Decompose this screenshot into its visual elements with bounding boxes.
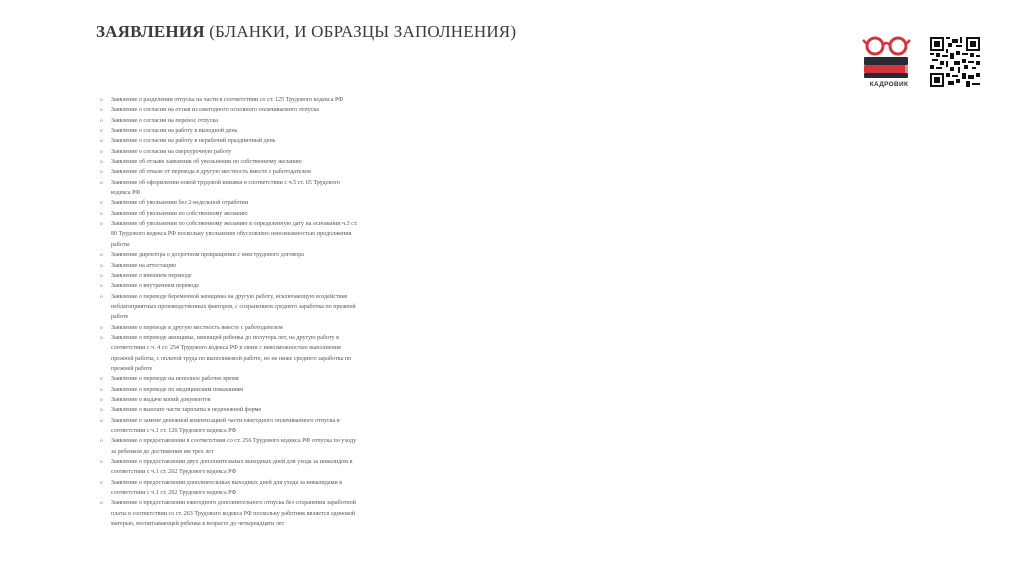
list-item: o Заявление об отказе от перевода в другую местность вместе с работодателем bbox=[100, 167, 360, 177]
list-item: o Заявление о выдаче копий документов bbox=[100, 395, 360, 405]
list-item: o Заявление о разделении отпуска на части в соответствии со ст. 125 Трудового кодекса РФ bbox=[100, 95, 360, 105]
list-item: o Заявление о согласии на отзыв из ежегодного основного оплачиваемого отпуска bbox=[100, 105, 360, 115]
list-item: o Заявление о переводе женщины, имеющей ребенка до полутора лет, на другую работу в соответствии с ч. 4 ст. 254 Трудового кодекса РФ в связи с невозможностью выполнения прежней работы, с оплатой труда по выполняемой работе, но не ниже среднего заработка по прежней работе bbox=[100, 333, 360, 374]
list-item: o Заявление об увольнении без 2-недельной отработки bbox=[100, 198, 360, 208]
list-item: o Заявление о переводе на неполное рабочее время bbox=[100, 374, 360, 384]
list-item: o Заявление об отзыве заявления об увольнении по собственному желанию bbox=[100, 157, 360, 167]
list-item: o Заявление об оформлении новой трудовой книжки в соответствии с ч.5 ст. 65 Трудового кодекса РФ bbox=[100, 178, 360, 199]
list-item: o Заявление на аттестацию bbox=[100, 261, 360, 271]
page-title bbox=[96, 22, 516, 42]
list-item: o Заявление о согласии на перенос отпуска bbox=[100, 116, 360, 126]
list-item: o Заявление о внешнем переводе bbox=[100, 271, 360, 281]
list-item: o Заявление о переводе в другую местность вместе с работодателем bbox=[100, 323, 360, 333]
list-item: o Заявление о переводе беременной женщины на другую работу, исключающую воздействие неблагоприятных производственных факторов, с сохранением среднего заработка по прежней работе bbox=[100, 292, 360, 323]
list-item: o Заявление об увольнении по собственному желанию в определенную дату на основании ч.3 ст. 80 Трудового кодекса РФ поскольку увольнение обусловлено невозможностью продолжения работы bbox=[100, 219, 360, 250]
list-item: o Заявление о согласии на работу в нерабочий праздничный день bbox=[100, 136, 360, 146]
list-item: o Заявление о замене денежной компенсацией части ежегодного оплачиваемого отпуска в соответствии с ч.1 ст. 126 Трудового кодекса РФ bbox=[100, 416, 360, 437]
title-rest: (БЛАНКИ, И ОБРАЗЦЫ ЗАПОЛНЕНИЯ) bbox=[204, 22, 517, 41]
logo-caption: КАДРОВИК bbox=[869, 81, 909, 88]
title-bold: ЗАЯВЛЕНИЯ bbox=[96, 22, 205, 41]
list-item: o Заявление о выплате части зарплаты в неденежной форме bbox=[100, 405, 360, 415]
list-item: o Заявление о предоставлении в соответствии со ст. 256 Трудового кодекса РФ отпуска по уходу за ребенком до достижения им трех лет bbox=[100, 436, 360, 457]
list-item: o Заявление о предоставлении ежегодного дополнительного отпуска без сохранения заработной платы в соответствии со ст. 263 Трудового кодекса РФ поскольку работник является одинокой матерью, воспитывающей ребенка в возрасте до четырнадцати лет bbox=[100, 498, 360, 529]
qr-code-icon bbox=[930, 37, 980, 87]
list-item: o Заявление о переводе по медицинским показаниям bbox=[100, 385, 360, 395]
list-item: o Заявление об увольнении по собственному желанию bbox=[100, 209, 360, 219]
document-list bbox=[100, 95, 360, 529]
list-item: o Заявление о внутреннем переводе bbox=[100, 281, 360, 291]
list-item: o Заявление директора о досрочном прекращении с ним трудового договора bbox=[100, 250, 360, 260]
list-item: o Заявление о согласии на сверхурочную работу bbox=[100, 147, 360, 157]
list-item: o Заявление о согласии на работу в выходной день bbox=[100, 126, 360, 136]
list-item: o Заявление о предоставлении двух дополнительных выходных дней для ухода за инвалидом в соответствии с ч.1 ст. 262 Трудового кодекса РФ bbox=[100, 457, 360, 478]
list-item: o Заявление о предоставлении дополнительных выходных дней для ухода за инвалидами в соответствии с ч.1 ст. 262 Трудового кодекса РФ bbox=[100, 478, 360, 499]
